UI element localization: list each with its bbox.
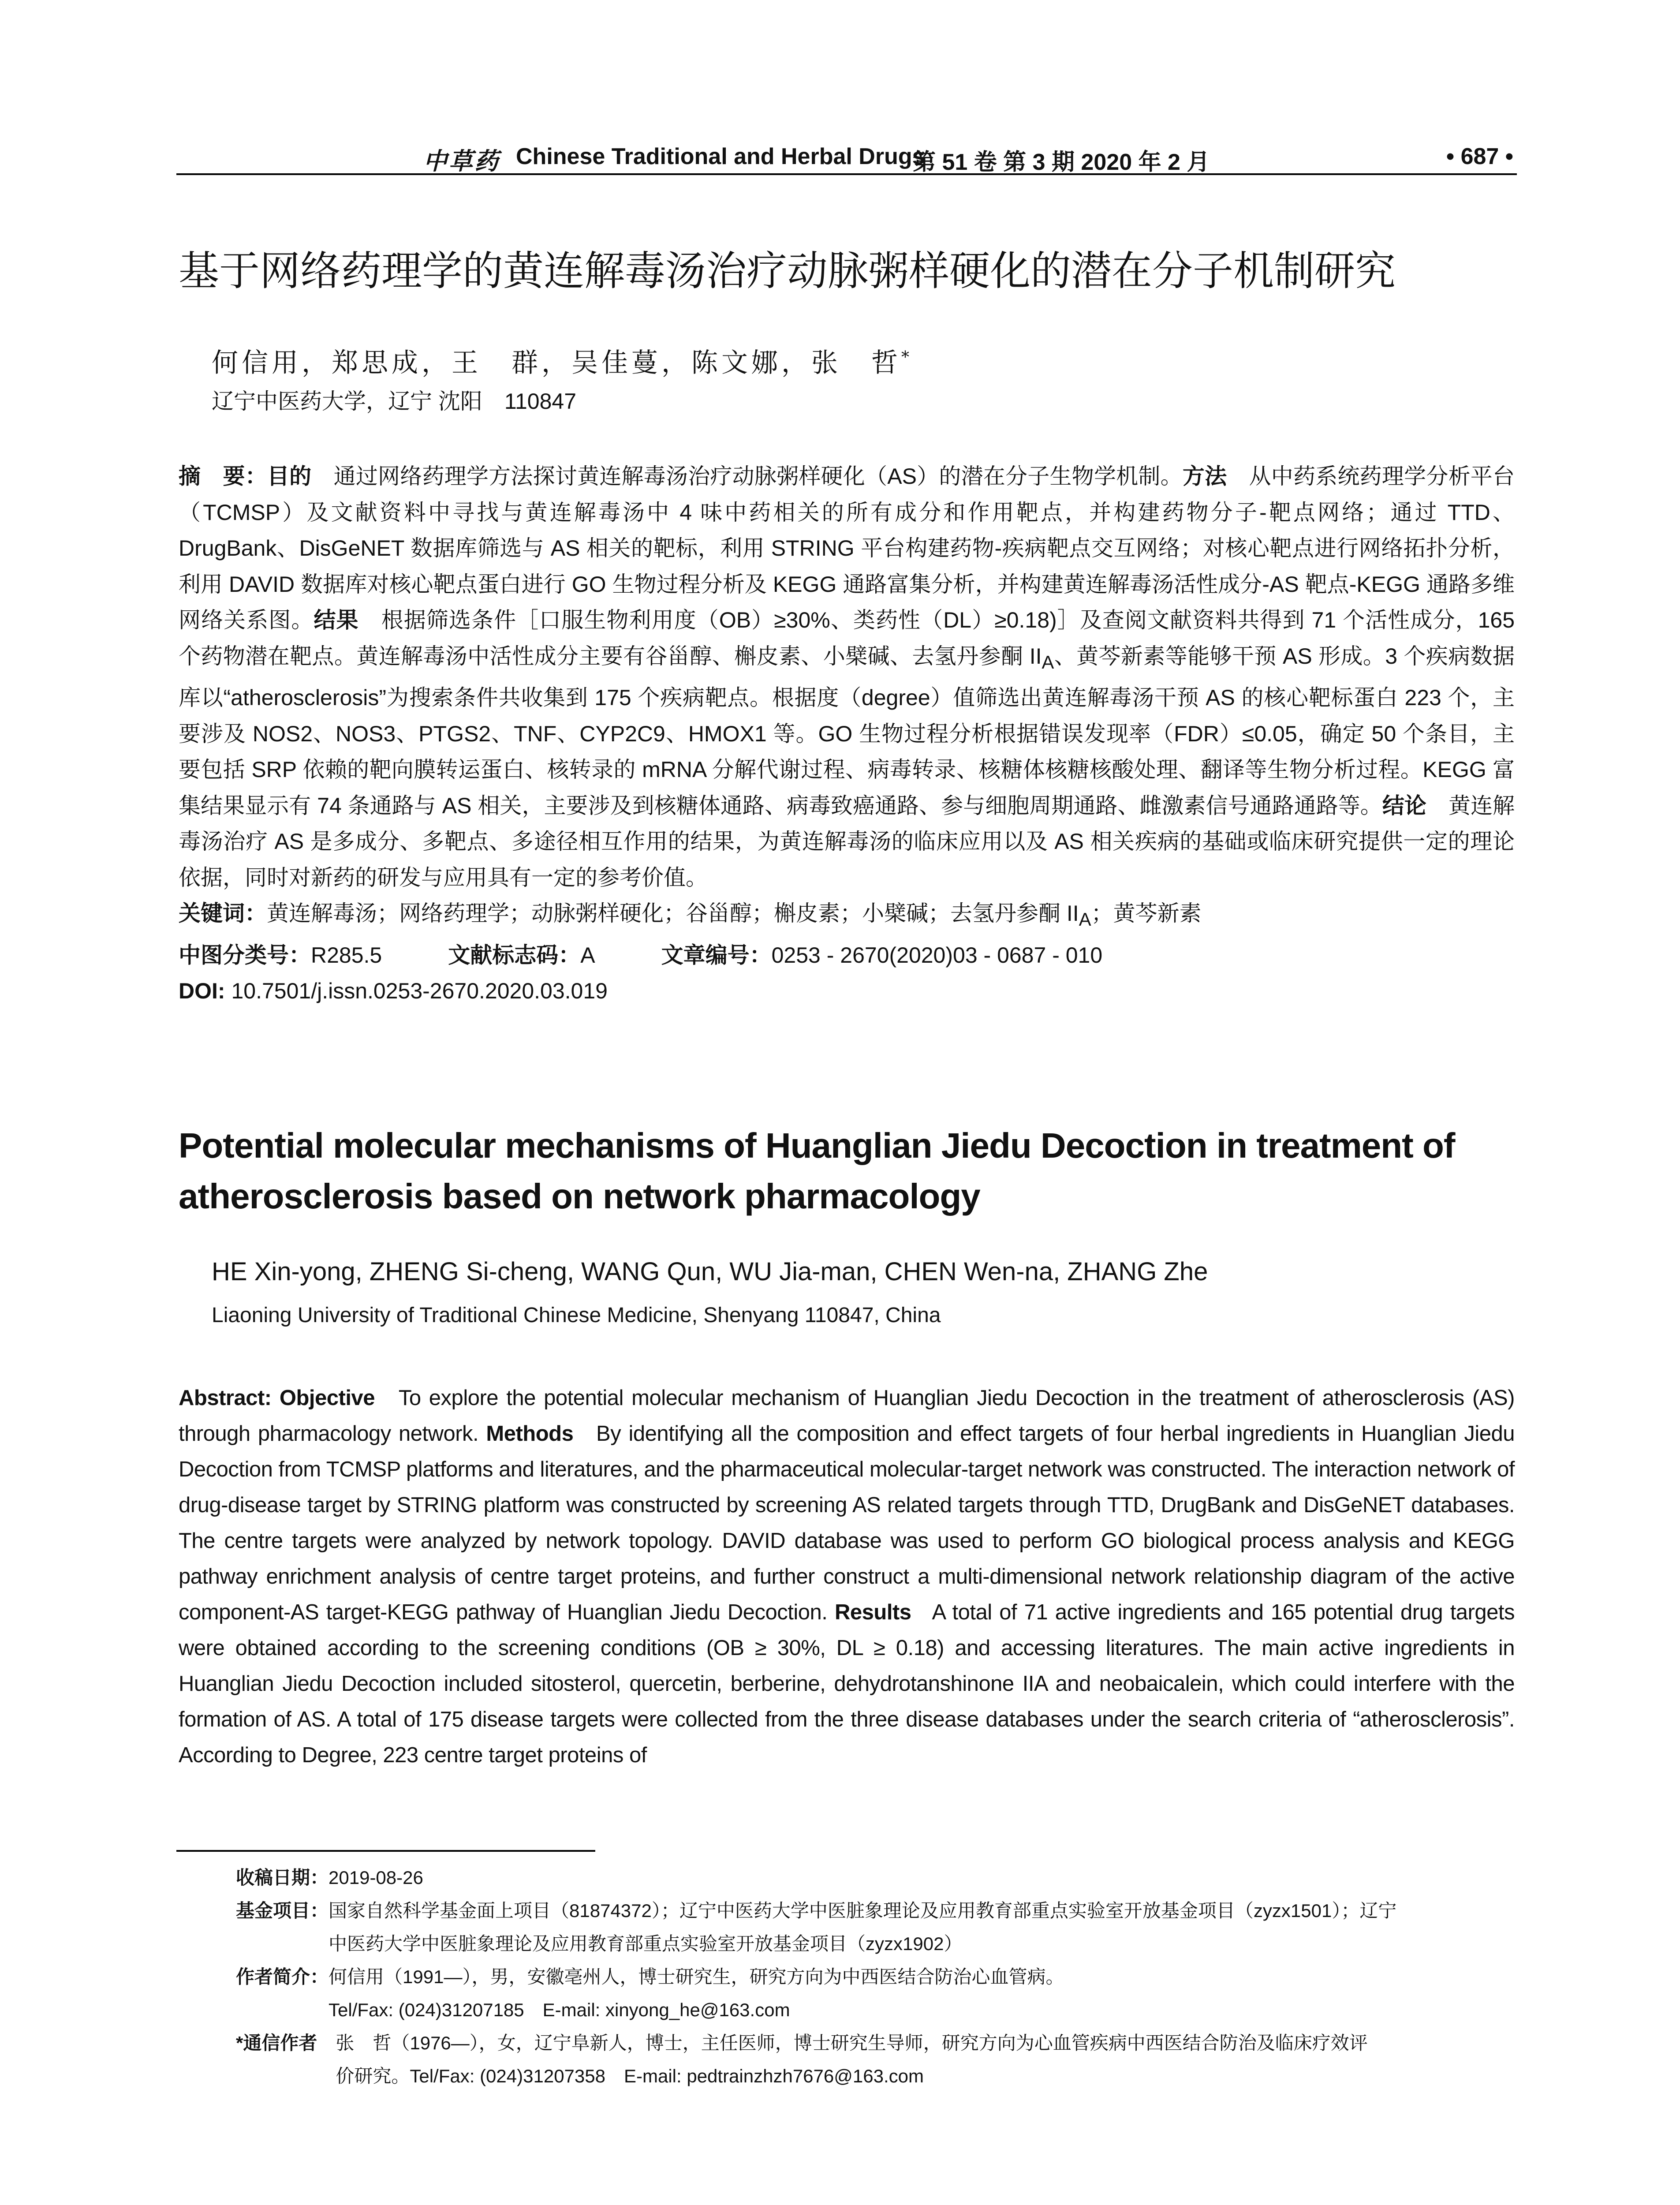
authors-english: HE Xin-yong, ZHENG Si-cheng, WANG Qun, WU Jia-man, CHEN Wen-na, ZHANG Zhe: [212, 1257, 1208, 1286]
title-english: Potential molecular mechanisms of Huanglian Jiedu Decoction in treatment of atherosclerosis based on network pharmacology: [179, 1126, 1455, 1216]
clc-value: R285.5: [311, 942, 382, 968]
results-text-en: A total of 71 active ingredients and 165 potential drug targets were obtained according to the screening conditions (OB ≥ 30%, DL ≥ 0.18) and accessing literatures. The main active ingredients in Huanglian Jiedu Decoction included sitosterol, quercetin, berberine, dehydrotanshinone IIA and neobaicalein, which could interfere with the formation of AS. A total of 175 disease targets were collected from the three disease databases under the search criteria of “atherosclerosis”. According to Degree, 223 centre target proteins of: [179, 1600, 1515, 1767]
title-chinese: 基于网络药理学的黄连解毒汤治疗动脉粥样硬化的潜在分子机制研究: [179, 249, 1396, 294]
doi-label: DOI:: [179, 979, 225, 1003]
doc-code-label: 文献标志码：: [448, 942, 581, 968]
abstract-chinese-block: [179, 459, 1515, 1009]
journal-name: Chinese Traditional and Herbal Drugs: [516, 144, 925, 169]
objective-text-en: To explore the potential molecular mechanism of Huanglian Jiedu Decoction in the treatment of atherosclerosis (AS) through pharmacology network.: [179, 1386, 1515, 1446]
results-label-en: Results: [835, 1600, 911, 1624]
doi-line: [179, 973, 1515, 1009]
objective-text-cn: 通过网络药理学方法探讨黄连解毒汤治疗动脉粥样硬化（AS）的潜在分子生物学机制。: [333, 464, 1183, 489]
authors-chinese: [212, 342, 909, 380]
received-label: 收稿日期：: [236, 1867, 329, 1888]
corresponding-line-1: 张 哲（1976—），女，辽宁阜新人，博士，主任医师，博士研究生导师，研究方向为心血管疾病中西医结合防治及临床疗效评: [336, 2033, 1368, 2053]
author-bio-line-2: Tel/Fax: (024)31207185 E-mail: xinyong_he@163.com: [329, 1999, 790, 2020]
fund-label: 基金项目：: [236, 1900, 329, 1921]
corresponding-mark: *: [901, 348, 909, 366]
fund-info: [236, 1894, 1519, 1960]
author-bio: [236, 1960, 1519, 2026]
clc-label: 中图分类号：: [179, 942, 311, 968]
corresponding-label: *通信作者: [236, 2033, 336, 2053]
classification-line: [179, 938, 1515, 974]
corresponding-author: [236, 2026, 1519, 2093]
keywords-chinese: [179, 896, 1515, 938]
doc-code-value: A: [580, 942, 595, 968]
abstract-label-cn: 摘 要：: [179, 464, 267, 489]
keywords-text-cn-2: ；黄芩新素: [1091, 901, 1202, 926]
affiliation-english: Liaoning University of Traditional Chinese Medicine, Shenyang 110847, China: [212, 1304, 941, 1327]
abstract-label-en: Abstract:: [179, 1386, 272, 1410]
page-number: • 687 •: [1446, 144, 1513, 169]
issue-info: 第 51 卷 第 3 期 2020 年 2 月: [913, 149, 1210, 175]
objective-label-en: Objective: [279, 1386, 375, 1410]
corresponding-line-2: 价研究。Tel/Fax: (024)31207358 E-mail: pedtrainzhzh7676@163.com: [336, 2066, 924, 2086]
fund-line-1: 国家自然科学基金面上项目（81874372）；辽宁中医药大学中医脏象理论及应用教育部重点实验室开放基金项目（zyzx1501）；辽宁: [329, 1900, 1397, 1921]
author-list-cn: 何信用，郑思成，王 群，吴佳蔓，陈文娜，张 哲: [212, 348, 901, 378]
objective-label-cn: 目的: [267, 464, 312, 489]
results-subscript-cn: A: [1042, 651, 1054, 673]
keywords-text-cn: 黄连解毒汤；网络药理学；动脉粥样硬化；谷甾醇；槲皮素；小檗碱；去氢丹参酮 II: [267, 901, 1079, 926]
conclusion-text-cn: 黄连解毒汤治疗 AS 是多成分、多靶点、多途径相互作用的结果，为黄连解毒汤的临床应用以及 AS 相关疾病的基础或临床研究提供一定的理论依据，同时对新药的研发与应用具有一定的参考价值。: [179, 793, 1515, 890]
keywords-subscript-cn: A: [1079, 909, 1091, 930]
abstract-english: [179, 1380, 1515, 1773]
affiliation-chinese: 辽宁中医药大学，辽宁 沈阳 110847: [212, 389, 577, 414]
received-date: [236, 1861, 1519, 1894]
received-value: 2019-08-26: [329, 1867, 423, 1888]
running-header: [176, 135, 1517, 175]
fund-line-2: 中医药大学中医脏象理论及应用教育部重点实验室开放基金项目（zyzx1902）: [329, 1933, 963, 1954]
doi-value[interactable]: 10.7501/j.issn.0253-2670.2020.03.019: [231, 979, 608, 1003]
results-text-cn-2: 、黄芩新素等能够干预 AS 形成。3 个疾病数据库以“atherosclerosis”为搜索条件共收集到 175 个疾病靶点。根据度（degree）值筛选出黄连解毒汤干预 AS 的核心靶标蛋白 223 个，主要涉及 NOS2、NOS3、PTGS2、TNF、CYP2C9、HMOX1 等。GO 生物过程分析根据错误发现率（FDR）≤0.05，确定 50 个条目，主要包括 SRP 依赖的靶向膜转运蛋白、核转录的 mRNA 分解代谢过程、病毒转录、核糖体核糖核酸处理、翻译等生物分析过程。KEGG 富集结果显示有 74 条通路与 AS 相关，主要涉及到核糖体通路、病毒致癌通路、参与细胞周期通路、雌激素信号通路通路等。: [179, 643, 1515, 818]
results-text-cn: 根据筛选条件［口服生物利用度（OB）≥30%、类药性（DL）≥0.18)］及查阅文献资料共得到 71 个活性成分，165 个药物潜在靶点。黄连解毒汤中活性成分主要有谷甾醇、槲皮素、小檗碱、去氢丹参酮 II: [179, 608, 1515, 669]
abstract-chinese: [179, 459, 1515, 896]
conclusion-label-cn: 结论: [1382, 793, 1426, 818]
footnote-divider: [176, 1850, 595, 1852]
keywords-label-cn: 关键词：: [179, 901, 267, 926]
methods-text-cn: 从中药系统药理学分析平台（TCMSP）及文献资料中寻找与黄连解毒汤中 4 味中药相关的所有成分和作用靶点，并构建药物分子-靶点网络；通过 TTD、DrugBank、DisGeNET 数据库筛选与 AS 相关的靶标，利用 STRING 平台构建药物-疾病靶点交互网络；对核心靶点进行网络拓扑分析，利用 DAVID 数据库对核心靶点蛋白进行 GO 生物过程分析及 KEGG 通路富集分析，并构建黄连解毒汤活性成分-AS 靶点-KEGG 通路多维网络关系图。: [179, 464, 1515, 632]
journal-brand-logo: 中草药: [423, 147, 500, 175]
author-bio-label: 作者简介：: [236, 1966, 329, 1987]
author-bio-line-1: 何信用（1991—），男，安徽亳州人，博士研究生，研究方向为中西医结合防治心血管病。: [329, 1966, 1064, 1987]
methods-text-en: By identifying all the composition and effect targets of four herbal ingredients in Huanglian Jiedu Decoction from TCMSP platforms and literatures, and the pharmaceutical molecular-target network was constructed. The interaction network of drug-disease target by STRING platform was constructed by screening AS related targets through TTD, DrugBank and DisGeNET databases. The centre targets were analyzed by network topology. DAVID database was used to perform GO biological process analysis and KEGG pathway enrichment analysis of centre target proteins, and further construct a multi-dimensional network relationship diagram of the active component-AS target-KEGG pathway of Huanglian Jiedu Decoction.: [179, 1422, 1515, 1624]
footnotes: [236, 1861, 1519, 2093]
methods-label-cn: 方法: [1182, 464, 1227, 489]
results-label-cn: 结果: [314, 608, 359, 632]
article-no-label: 文章编号：: [661, 942, 772, 968]
article-no-value: 0253 - 2670(2020)03 - 0687 - 010: [771, 942, 1103, 968]
methods-label-en: Methods: [486, 1422, 574, 1446]
abstract-english-block: [179, 1380, 1515, 1773]
